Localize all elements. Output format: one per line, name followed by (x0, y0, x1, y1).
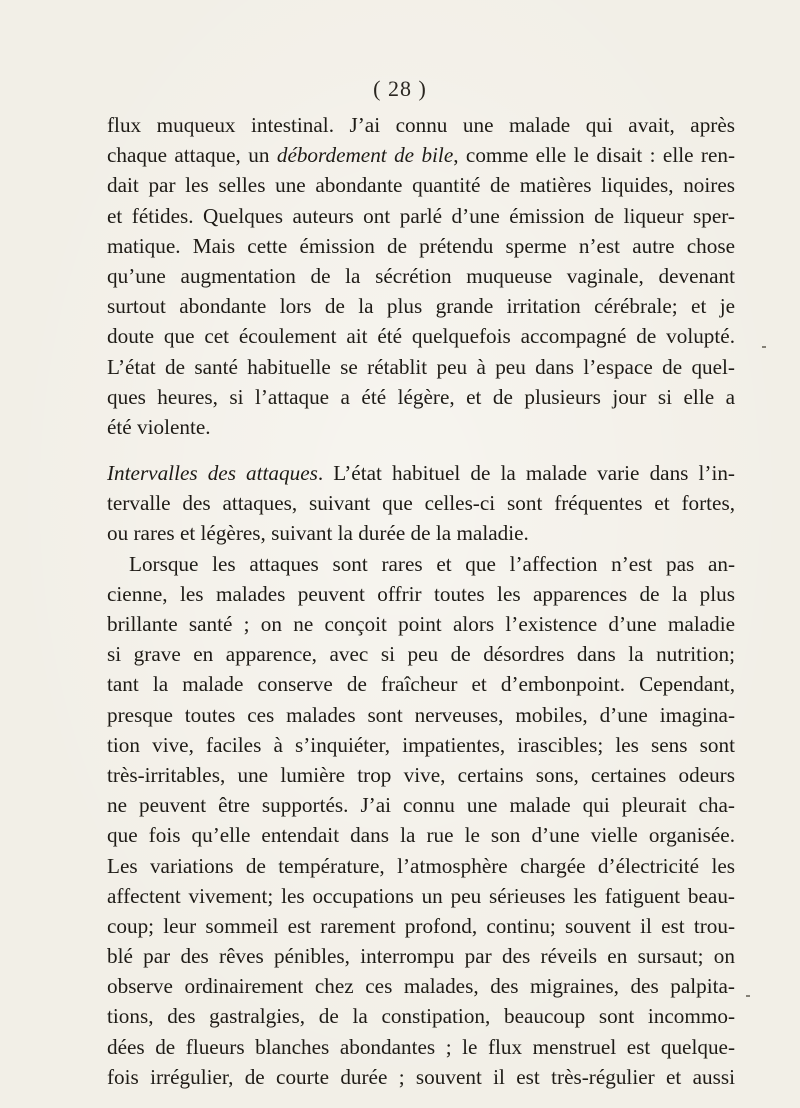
text-line: et fétides. Quelques auteurs ont parlé d’une émission de liqueur sper- (107, 203, 735, 228)
text-line: tant la malade conserve de fraîcheur et d’embonpoint. Cependant, (107, 672, 735, 697)
text-line: été violente. (107, 414, 211, 439)
text-line: observe ordinairement chez ces malades, des migraines, des palpita- (107, 974, 735, 999)
text-segment: . L’état habituel de la malade varie dans l’in- (317, 461, 735, 486)
text-line: matique. Mais cette émission de prétendu sperme n’est autre chose (107, 233, 735, 258)
text-line: ne peuvent être supportés. J’ai connu une malade qui pleurait cha- (107, 793, 735, 818)
text-line: fois irrégulier, de courte durée ; souvent il est très-régulier et aussi (107, 1064, 735, 1089)
text-line: doute que cet écoulement ait été quelquefois accompagné de volupté. (107, 324, 735, 349)
page-number: ( 28 ) (373, 76, 427, 101)
text-line: si grave en apparence, avec si peu de désordres dans la nutrition; (107, 642, 735, 667)
text-line: qu’une augmentation de la sécrétion muqueuse vaginale, devenant (107, 263, 735, 288)
text-line: surtout abondante lors de la plus grande irritation cérébrale; et je (107, 294, 735, 319)
text-line: flux muqueux intestinal. J’ai connu une malade qui avait, après (107, 113, 735, 137)
text-line: dait par les selles une abondante quantité de matières liquides, noires (107, 173, 735, 198)
paragraph-1 (107, 110, 735, 442)
text-line: presque toutes ces malades sont nerveuses, mobiles, d’une imagina- (107, 702, 735, 727)
text-line: Les variations de température, l’atmosphère chargée d’électricité les (107, 853, 735, 878)
text-line: brillante santé ; on ne conçoit point alors l’existence d’une maladie (107, 612, 735, 636)
italic-phrase: débordement de bile (276, 143, 454, 168)
text-line: que fois qu’elle entendait dans la rue le son d’une vielle organisée. (107, 823, 735, 848)
text-line: tervalle des attaques, suivant que celles-ci sont fréquentes et fortes, (107, 491, 735, 516)
text-line: dées de flueurs blanches abondantes ; le flux menstruel est quelque- (107, 1034, 735, 1059)
text-segment: chaque attaque, un (107, 143, 277, 168)
text-line (107, 140, 735, 170)
margin-mark (746, 995, 750, 997)
section-heading-italic: Intervalles des attaques (107, 461, 318, 486)
text-line (107, 458, 735, 488)
text-segment: , comme elle le disait : elle ren- (453, 143, 735, 168)
text-line: tions, des gastralgies, de la constipation, beaucoup sont incommo- (107, 1004, 735, 1029)
text-line: coup; leur sommeil est rarement profond, continu; souvent il est trou- (107, 913, 735, 938)
text-line: très-irritables, une lumière trop vive, certains sons, certaines odeurs (107, 762, 735, 787)
paragraph-gap (107, 442, 735, 458)
body-text (107, 110, 735, 1092)
paragraph-2 (107, 458, 735, 549)
text-line: tion vive, faciles à s’inquiéter, impatientes, irascibles; les sens sont (107, 732, 735, 757)
margin-mark (762, 346, 766, 348)
text-line: blé par des rêves pénibles, interrompu par des réveils en sursaut; on (107, 944, 735, 969)
text-line: ques heures, si l’attaque a été légère, et de plusieurs jour si elle a (107, 384, 735, 409)
text-line: affectent vivement; les occupations un peu sérieuses les fatiguent beau- (107, 883, 735, 908)
text-line: L’état de santé habituelle se rétablit peu à peu dans l’espace de quel- (107, 354, 735, 379)
text-line: cienne, les malades peuvent offrir toutes les apparences de la plus (107, 581, 735, 606)
text-line: Lorsque les attaques sont rares et que l’affection n’est pas an- (129, 551, 735, 576)
text-line: ou rares et légères, suivant la durée de la maladie. (107, 521, 529, 546)
paragraph-3 (107, 549, 735, 1092)
